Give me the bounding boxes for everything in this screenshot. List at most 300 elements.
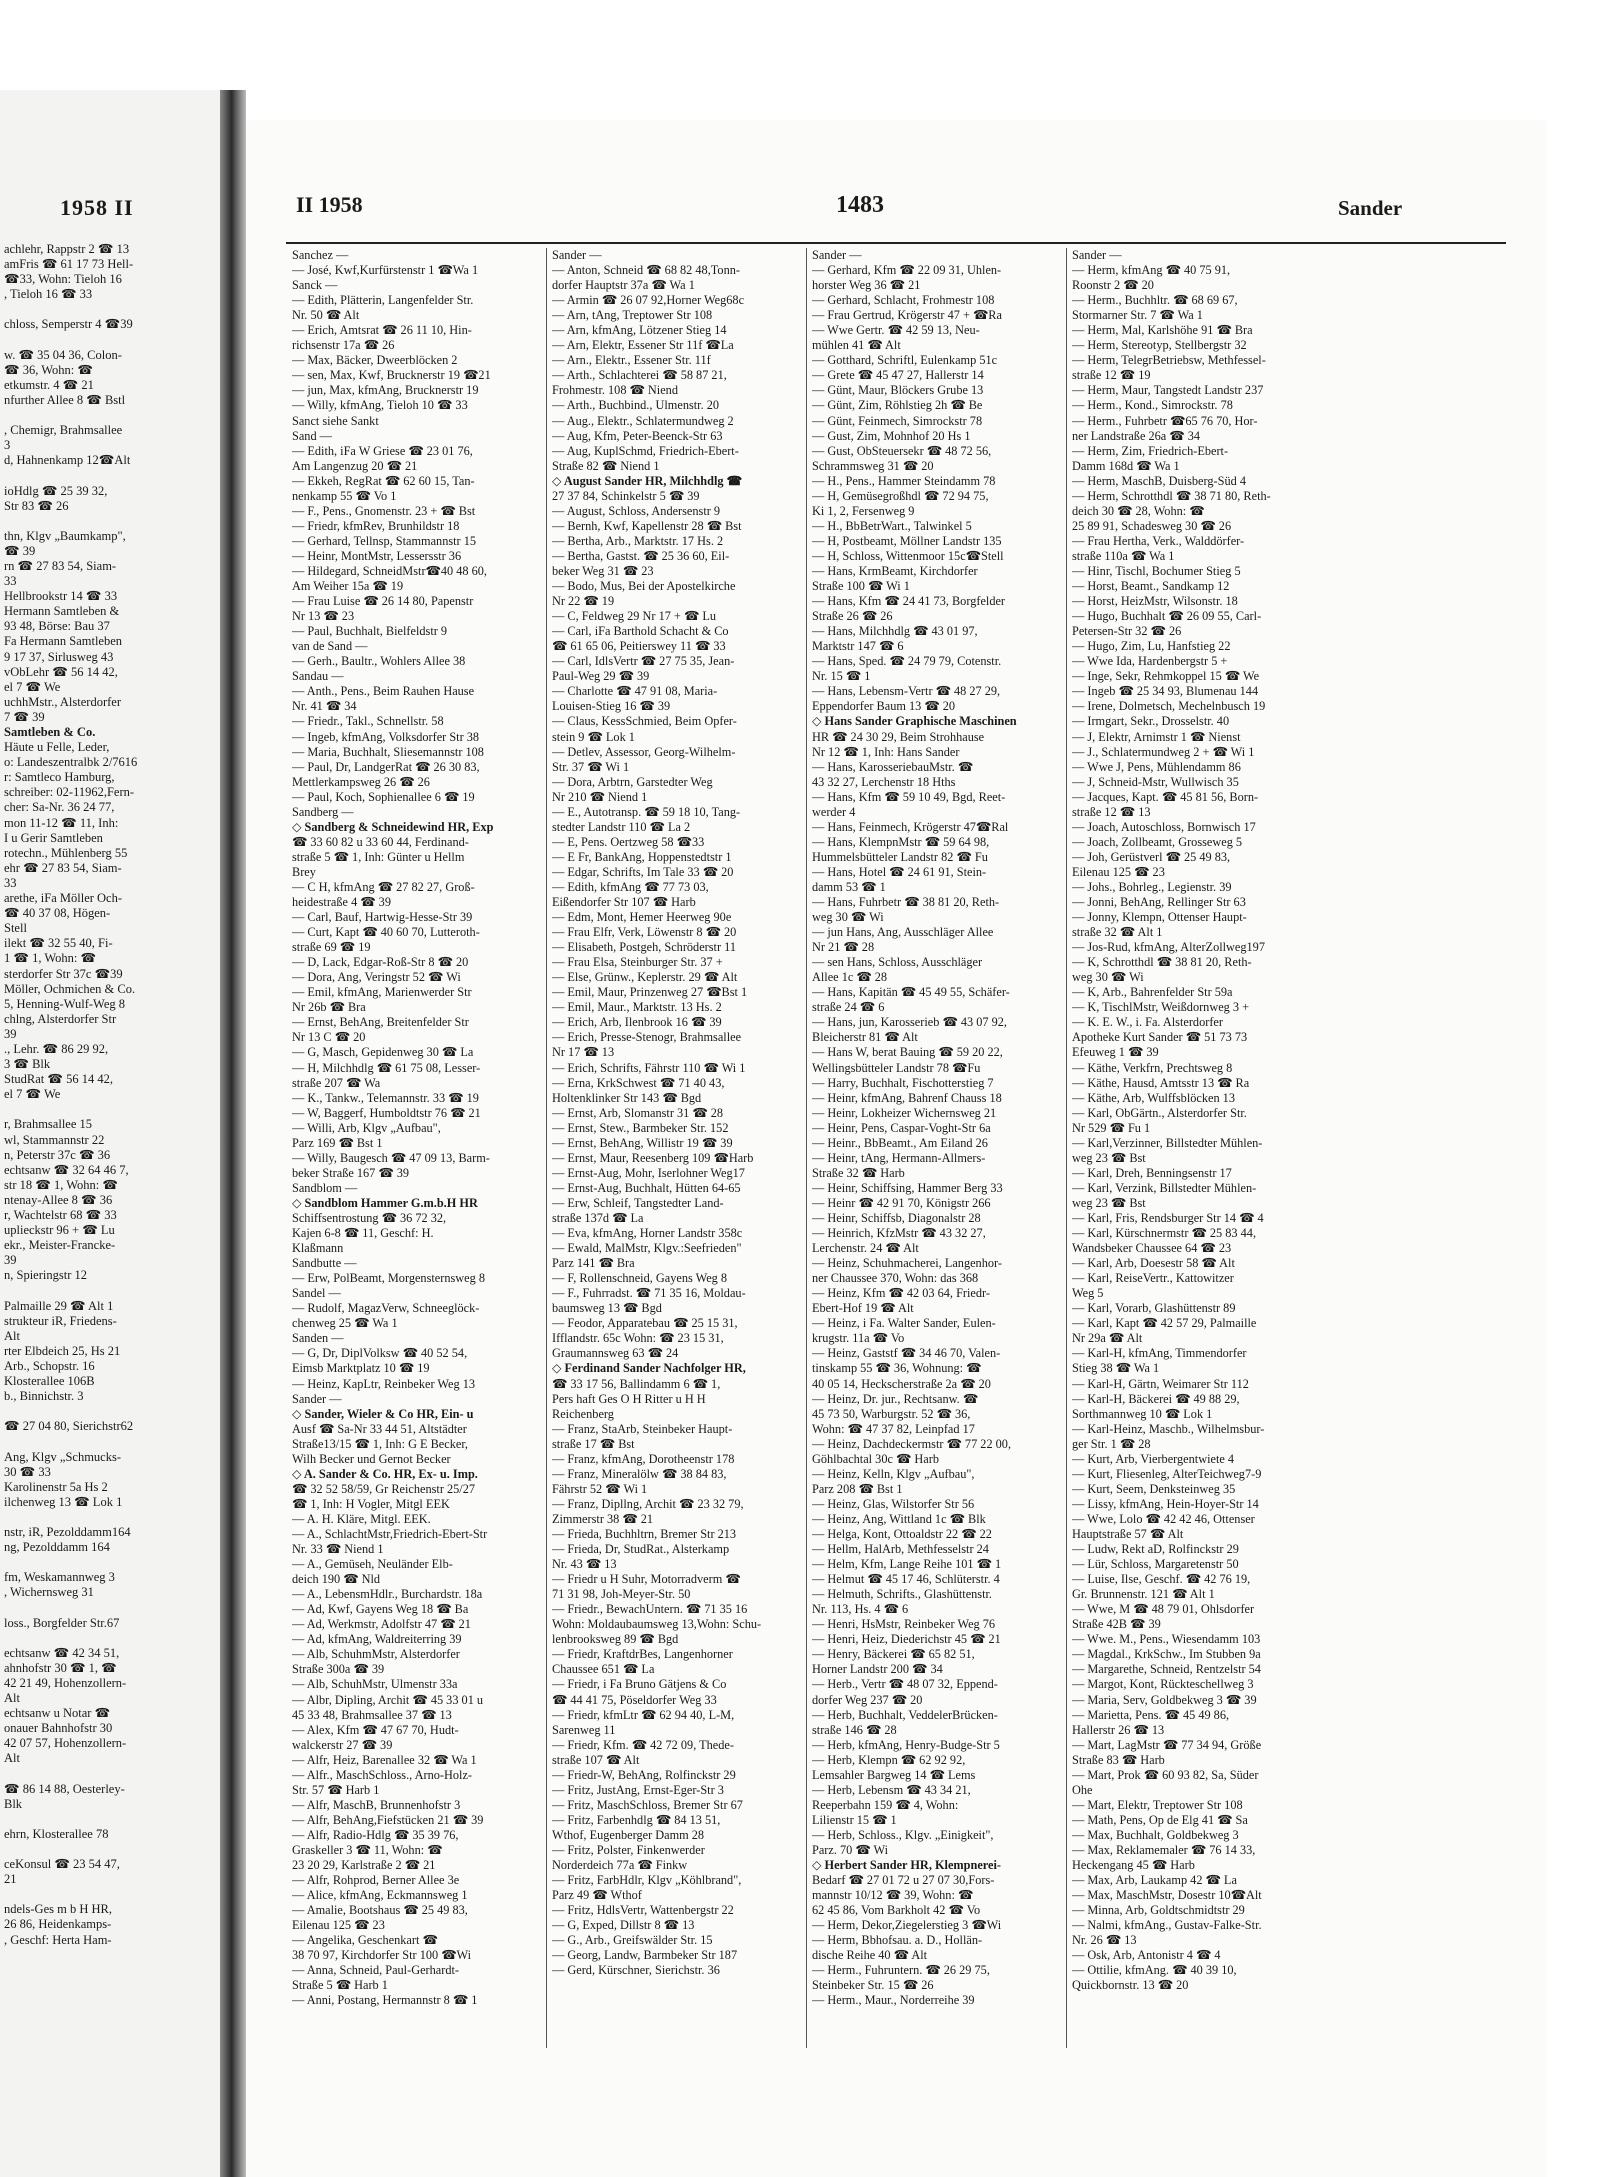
directory-entry-line: 9 17 37, Sirlusweg 43 — [4, 649, 114, 664]
directory-entry-line: — Hans, KarosseriebauMstr. ☎ — [812, 759, 974, 774]
directory-entry-line: ☎ 33 17 56, Ballindamm 6 ☎ 1, — [552, 1376, 721, 1391]
directory-entry-line: — A. H. Kläre, Mitgl. EEK. — [292, 1511, 431, 1526]
directory-entry-line: ☎33, Wohn: Tieloh 16 — [4, 272, 122, 287]
directory-entry-line: Stell — [4, 921, 27, 936]
directory-entry-line: Eilenau 125 ☎ 23 — [1072, 864, 1165, 879]
directory-entry-line: — Alice, kfmAng, Eckmannsweg 1 — [292, 1888, 468, 1903]
directory-entry-line: werder 4 — [812, 804, 856, 819]
directory-entry-line: 27 37 84, Schinkelstr 5 ☎ 39 — [552, 488, 700, 503]
directory-entry-line: weg 30 ☎ Wi — [1072, 970, 1144, 985]
directory-entry-line: — Hans, Sped. ☎ 24 79 79, Cotenstr. — [812, 654, 1002, 669]
directory-entry-line: ekr., Meister-Francke- — [4, 1238, 116, 1253]
directory-entry-line: — Franz, kfmAng, Dorotheenstr 178 — [552, 1451, 735, 1466]
directory-entry-line: Stormarner Str. 7 ☎ Wa 1 — [1072, 308, 1203, 323]
directory-entry-line: ioHdlg ☎ 25 39 32, — [4, 483, 108, 498]
directory-entry-line: — Herm., Kond., Simrockstr. 78 — [1072, 398, 1233, 413]
directory-entry-line: — Wwe, Lolo ☎ 42 42 46, Ottenser — [1072, 1511, 1255, 1526]
directory-entry-line: — Hugo, Buchhalt ☎ 26 09 55, Carl- — [1072, 609, 1262, 624]
directory-entry-line: — Herm, Maur, Tangstedt Landstr 237 — [1072, 383, 1264, 398]
directory-entry-line: stedter Landstr 110 ☎ La 2 — [552, 819, 691, 834]
directory-entry-line: — E, Pens. Oertzweg 58 ☎33 — [552, 834, 705, 849]
directory-entry-line — [4, 468, 216, 483]
directory-entry-line: — Hans, Kapitän ☎ 45 49 55, Schäfer- — [812, 985, 1010, 1000]
directory-entry-line: Mettlerkampsweg 26 ☎ 26 — [292, 774, 430, 789]
directory-entry-line: — Wwe. M., Pens., Wiesendamm 103 — [1072, 1632, 1261, 1647]
directory-entry-line: Sandel — — [292, 1286, 341, 1301]
directory-entry-line: ehr ☎ 27 83 54, Siam- — [4, 860, 122, 875]
directory-entry-line: r: Samtleco Hamburg, — [4, 770, 115, 785]
directory-entry-line: — Bodo, Mus, Bei der Apostelkirche — [552, 579, 736, 594]
directory-entry-line: Schiffsentrostung ☎ 36 72 32, — [292, 1211, 447, 1225]
directory-entry-line: Wilh Becker und Gernot Becker — [292, 1451, 451, 1466]
directory-entry-line: — Alfr, Heiz, Barenallee 32 ☎ Wa 1 — [292, 1752, 477, 1767]
directory-entry-line: — Wwe, M ☎ 48 79 01, Ohlsdorfer — [1072, 1602, 1255, 1617]
directory-entry-line: — Charlotte ☎ 47 91 08, Maria- — [552, 684, 718, 699]
directory-entry-line: — Alfr, Radio-Hdlg ☎ 35 39 76, — [292, 1827, 459, 1842]
directory-entry-line: Schrammsweg 31 ☎ 20 — [812, 458, 934, 473]
directory-entry-line: Wellingsbütteler Landstr 78 ☎Fu — [812, 1060, 981, 1075]
directory-entry-line: Am Weiher 15a ☎ 19 — [292, 579, 404, 594]
directory-entry-line: straße 207 ☎ Wa — [292, 1075, 381, 1090]
directory-entry-line: — Wwe Gertr. ☎ 42 59 13, Neu- — [812, 323, 980, 338]
directory-entry-line: — Karl, Verzink, Billstedter Mühlen- — [1072, 1180, 1257, 1195]
directory-entry-line: baumsweg 13 ☎ Bgd — [552, 1301, 662, 1316]
directory-entry-line: — Luise, Ilse, Geschf. ☎ 42 76 19, — [1072, 1572, 1251, 1587]
directory-entry-line: — W, Baggerf, Humboldtstr 76 ☎ 21 — [292, 1105, 481, 1120]
directory-entry-line: 45 73 50, Warburgstr. 52 ☎ 36, — [812, 1406, 971, 1421]
directory-entry-line: — Dora, Arbtrn, Garstedter Weg — [552, 774, 713, 789]
directory-entry-line: Sandau — — [292, 669, 344, 684]
directory-entry-line: straße 69 ☎ 19 — [292, 940, 371, 955]
directory-entry-line: — Ottilie, kfmAng. ☎ 40 39 10, — [1072, 1963, 1237, 1978]
directory-entry-line: Karolinenstr 5a Hs 2 — [4, 1479, 108, 1494]
directory-entry-line: str 18 ☎ 1, Wohn: ☎ — [4, 1177, 118, 1192]
directory-entry-line: — Heinr, tAng, Hermann-Allmers- — [812, 1150, 986, 1165]
directory-entry-line: — Bertha, Gastst. ☎ 25 36 60, Eil- — [552, 548, 730, 563]
directory-entry-line: — Karl, Kapt ☎ 42 57 29, Palmaille — [1072, 1316, 1257, 1331]
directory-entry-line: — J, Schneid-Mstr, Wullwisch 35 — [1072, 774, 1239, 789]
directory-entry-line: — Frieda, Buchhltrn, Bremer Str 213 — [552, 1526, 737, 1541]
directory-entry-line: — Paul, Koch, Sophienallee 6 ☎ 19 — [292, 789, 475, 804]
directory-entry-line: nstr, iR, Pezolddamm164 — [4, 1524, 131, 1539]
directory-entry-line: stein 9 ☎ Lok 1 — [552, 729, 635, 744]
directory-entry-line: Alt — [4, 1328, 20, 1343]
directory-entry-line: — August, Schloss, Andersenstr 9 — [552, 503, 721, 518]
directory-entry-line: echtsanw ☎ 42 34 51, — [4, 1645, 120, 1660]
directory-entry-line: Palmaille 29 ☎ Alt 1 — [4, 1298, 114, 1313]
directory-entry-line: weg 30 ☎ Wi — [812, 910, 884, 925]
directory-entry-line: — Erw, Schleif, Tangstedter Land- — [552, 1195, 724, 1210]
directory-entry-line: — Mart, Prok ☎ 60 93 82, Sa, Süder — [1072, 1767, 1259, 1782]
directory-entry-line: — Alfr, BehAng,Fiefstücken 21 ☎ 39 — [292, 1812, 484, 1827]
directory-entry-line: — Herb, Schloss., Klgv. „Einigkeit", — [812, 1827, 994, 1842]
directory-entry-line: — Irmgart, Sekr., Drosselstr. 40 — [1072, 714, 1230, 729]
directory-entry-line: — Max, Reklamemaler ☎ 76 14 33, — [1072, 1842, 1256, 1857]
directory-entry-line: — Heinz, Kelln, Klgv „Aufbau", — [812, 1466, 975, 1481]
directory-entry-line: — Mart, Elektr, Treptower Str 108 — [1072, 1797, 1243, 1812]
directory-entry-line: ndels-Ges m b H HR, — [4, 1902, 112, 1917]
directory-entry-line: — Heinr, Pens, Caspar-Voght-Str 6a — [812, 1120, 991, 1135]
directory-entry-line: — G, Masch, Gepidenweg 30 ☎ La — [292, 1045, 474, 1060]
directory-entry-line: beker Straße 167 ☎ 39 — [292, 1165, 410, 1180]
directory-entry-line: — Heinr, Schiffsing, Hammer Berg 33 — [812, 1180, 1003, 1195]
directory-entry-line: — Aug., Elektr., Schlatermundweg 2 — [552, 413, 734, 428]
directory-entry-line: — Friedr, i Fa Bruno Gätjens & Co — [552, 1677, 727, 1692]
directory-entry-line: — G., Arb., Greifswälder Str. 15 — [552, 1933, 713, 1948]
directory-entry-line: ☎ 39 — [4, 543, 36, 558]
directory-entry-line: — Heinrich, KfzMstr ☎ 43 32 27, — [812, 1226, 986, 1241]
directory-entry-line — [4, 302, 216, 317]
directory-entry-line: achlehr, Rappstr 2 ☎ 13 — [4, 242, 130, 256]
directory-entry-line: lenbrooksweg 89 ☎ Bgd — [552, 1632, 679, 1647]
directory-entry-line: 39 — [4, 1026, 17, 1041]
directory-entry-line: Hauptstraße 57 ☎ Alt — [1072, 1526, 1184, 1541]
directory-entry-line: ◇ Herbert Sander HR, Klempnerei- — [812, 1858, 1001, 1873]
directory-entry-line: — Herb, Lebensm ☎ 43 34 21, — [812, 1782, 971, 1797]
directory-entry-line: — Karl,Verzinner, Billstedter Mühlen- — [1072, 1135, 1263, 1150]
directory-entry-line: — Ludw, Rekt aD, Rolfinckstr 29 — [1072, 1542, 1239, 1557]
directory-entry-line: — Friedr., Takl., Schnellstr. 58 — [292, 714, 444, 729]
directory-entry-line: dorfer Weg 237 ☎ 20 — [812, 1692, 923, 1707]
directory-entry-line: — Alfr., MaschSchloss., Arno-Holz- — [292, 1767, 472, 1782]
directory-entry-line: — Ernst-Aug, Mohr, Iserlohner Weg17 — [552, 1165, 745, 1180]
directory-entry-line: Sander — — [1072, 248, 1122, 262]
directory-entry-line: — Erich, Amtsrat ☎ 26 11 10, Hin- — [292, 323, 472, 338]
directory-entry-line: — D, Lack, Edgar-Roß-Str 8 ☎ 20 — [292, 955, 469, 970]
directory-entry-line: 1 ☎ 1, Wohn: ☎ — [4, 951, 97, 966]
directory-entry-line: — Ingeb, kfmAng, Volksdorfer Str 38 — [292, 729, 480, 744]
directory-entry-line — [4, 333, 216, 348]
directory-entry-line: — J, Elektr, Arnimstr 1 ☎ Nienst — [1072, 729, 1241, 744]
directory-column-3 — [812, 248, 1060, 2008]
directory-entry-line: Nr 529 ☎ Fu 1 — [1072, 1120, 1151, 1135]
directory-entry-line: — Gerhard, Kfm ☎ 22 09 31, Uhlen- — [812, 263, 1002, 278]
directory-entry-line: 40 05 14, Heckscherstraße 2a ☎ 20 — [812, 1376, 991, 1391]
directory-entry-line: — Herm, Stereotyp, Stellbergstr 32 — [1072, 338, 1247, 353]
directory-entry-line: Kajen 6-8 ☎ 11, Geschf: H. — [292, 1226, 434, 1241]
directory-entry-line — [4, 1510, 216, 1525]
directory-entry-line: — Frau Gertrud, Krögerstr 47 + ☎Ra — [812, 308, 1002, 323]
directory-entry-line: — Heinr., BbBeamt., Am Eiland 26 — [812, 1135, 988, 1150]
directory-entry-line: — Gerh., Baultr., Wohlers Allee 38 — [292, 654, 466, 669]
directory-entry-line: Hermann Samtleben & — [4, 604, 120, 619]
directory-entry-line: — Detlev, Assessor, Georg-Wilhelm- — [552, 744, 736, 759]
directory-entry-line: Str. 57 ☎ Harb 1 — [292, 1782, 380, 1797]
directory-entry-line: Paul-Weg 29 ☎ 39 — [552, 669, 650, 684]
directory-entry-line: — K. E. W., i. Fa. Alsterdorfer — [1072, 1015, 1223, 1030]
directory-entry-line: — Herm, TelegrBetriebsw, Methfessel- — [1072, 353, 1266, 368]
directory-entry-line: — C H, kfmAng ☎ 27 82 27, Groß- — [292, 879, 475, 894]
directory-entry-line: loss., Borgfelder Str.67 — [4, 1615, 120, 1630]
directory-entry-line: — Käthe, Arb, Wulffsblöcken 13 — [1072, 1090, 1235, 1105]
directory-entry-line: rter Elbdeich 25, Hs 21 — [4, 1343, 121, 1358]
directory-entry-line: Eppendorfer Baum 13 ☎ 20 — [812, 699, 956, 714]
directory-entry-line: Frohmestr. 108 ☎ Niend — [552, 383, 678, 398]
directory-entry-line: — Ewald, MalMstr, Klgv.:Seefrieden" — [552, 1241, 742, 1256]
directory-column-4 — [1072, 248, 1320, 1993]
directory-entry-line: — Herm., Maur., Norderreihe 39 — [812, 1993, 975, 2008]
directory-entry-line: — Karl, Fris, Rendsburger Str 14 ☎ 4 — [1072, 1211, 1264, 1225]
directory-entry-line: Steinbeker Str. 15 ☎ 26 — [812, 1978, 934, 1993]
directory-entry-line: echtsanw ☎ 32 64 46 7, — [4, 1162, 129, 1177]
directory-entry-line — [4, 1887, 216, 1902]
directory-entry-line: Nr. 41 ☎ 34 — [292, 699, 357, 714]
directory-entry-line: — Herm, MaschB, Duisberg-Süd 4 — [1072, 473, 1246, 488]
directory-entry-line: — Karl, Dreh, Benningsenstr 17 — [1072, 1165, 1232, 1180]
directory-entry-line: — A., SchlachtMstr,Friedrich-Ebert-Str — [292, 1526, 488, 1541]
directory-entry-line: — Franz, Mineralölw ☎ 38 84 83, — [552, 1466, 727, 1481]
directory-entry-line: — Ekkeh, RegRat ☎ 62 60 15, Tan- — [292, 473, 475, 488]
directory-entry-line: — E Fr, BankAng, Hoppenstedtstr 1 — [552, 849, 732, 864]
directory-entry-line: — Helm, Kfm, Lange Reihe 101 ☎ 1 — [812, 1557, 1002, 1572]
directory-entry-line: — Frau Hertha, Verk., Walddörfer- — [1072, 533, 1245, 548]
directory-entry-line: — Karl, ObGärtn., Alsterdorfer Str. — [1072, 1105, 1247, 1120]
directory-entry-line: Häute u Felle, Leder, — [4, 740, 110, 755]
directory-entry-line: — Alfr, Rohprod, Berner Allee 3e — [292, 1873, 460, 1888]
directory-entry-line: 38 70 97, Kirchdorfer Str 100 ☎Wi — [292, 1948, 472, 1963]
directory-entry-line: Nr. 43 ☎ 13 — [552, 1557, 617, 1572]
directory-entry-line: — K, Arb., Bahrenfelder Str 59a — [1072, 985, 1233, 1000]
directory-entry-line: 23 20 29, Karlstraße 2 ☎ 21 — [292, 1858, 436, 1873]
directory-entry-line: ◇ Hans Sander Graphische Maschinen — [812, 714, 1017, 729]
directory-entry-line: — G, Exped, Dillstr 8 ☎ 13 — [552, 1918, 695, 1933]
directory-entry-line: — Friedr, kfmLtr ☎ 62 94 40, L-M, — [552, 1707, 735, 1722]
directory-entry-line: — Aug, Kfm, Peter-Beenck-Str 63 — [552, 428, 723, 443]
directory-entry-line: Reeperbahn 159 ☎ 4, Wohn: — [812, 1797, 959, 1812]
directory-entry-line: 33 — [4, 574, 17, 589]
directory-entry-line: 42 07 57, Hohenzollern- — [4, 1736, 127, 1751]
directory-entry-line: — Bernh, Kwf, Kapellenstr 28 ☎ Bst — [552, 518, 742, 533]
directory-entry-line: Klaßmann — [292, 1241, 344, 1256]
directory-entry-line: — Albr, Dipling, Archit ☎ 45 33 01 u — [292, 1692, 484, 1707]
directory-entry-line: — Ad, kfmAng, Waldreiterring 39 — [292, 1632, 462, 1647]
directory-entry-line: — Karl, Arb, Doesestr 58 ☎ Alt — [1072, 1256, 1235, 1271]
directory-entry-line — [4, 1631, 216, 1646]
directory-entry-line: deich 30 ☎ 28, Wohn: ☎ — [1072, 503, 1205, 518]
directory-entry-line: — Heinr, MontMstr, Lessersstr 36 — [292, 548, 462, 563]
directory-entry-line: w. ☎ 35 04 36, Colon- — [4, 347, 122, 362]
directory-entry-line: — Maria, Serv, Goldbekweg 3 ☎ 39 — [1072, 1692, 1257, 1707]
directory-entry-line: — J., Schlatermundweg 2 + ☎ Wi 1 — [1072, 744, 1255, 759]
page-number: 1483 — [836, 192, 884, 218]
directory-entry-line: — Max, Buchhalt, Goldbekweg 3 — [1072, 1827, 1239, 1842]
directory-entry-line: chloss, Semperstr 4 ☎39 — [4, 317, 133, 332]
directory-entry-line: Nr 210 ☎ Niend 1 — [552, 789, 648, 804]
directory-entry-line: Arb., Schopstr. 16 — [4, 1358, 95, 1373]
directory-entry-line: — Kurt, Fliesenleg, AlterTeichweg7-9 — [1072, 1466, 1262, 1481]
directory-entry-line: — Willi, Arb, Klgv „Aufbau", — [292, 1120, 441, 1135]
directory-entry-line: — Jonni, BehAng, Rellinger Str 63 — [1072, 895, 1246, 910]
directory-entry-line: — Herm., Buchhltr. ☎ 68 69 67, — [1072, 293, 1238, 308]
directory-entry-line: Quickbornstr. 13 ☎ 20 — [1072, 1978, 1189, 1993]
directory-entry-line: Brey — [292, 864, 316, 879]
directory-entry-line: Straße 300a ☎ 39 — [292, 1662, 385, 1677]
directory-entry-line: chlng, Alsterdorfer Str — [4, 1011, 117, 1026]
directory-entry-line: etkumstr. 4 ☎ 21 — [4, 377, 94, 392]
directory-entry-line: — Herm, kfmAng ☎ 40 75 91, — [1072, 263, 1231, 278]
directory-entry-line: Lemsahler Bargweg 14 ☎ Lems — [812, 1767, 976, 1782]
directory-entry-line: — Max, Arb, Laukamp 42 ☎ La — [1072, 1873, 1237, 1888]
directory-entry-line: heidestraße 4 ☎ 39 — [292, 895, 391, 910]
directory-entry-line: — Friedr-W, BehAng, Rolfinckstr 29 — [552, 1767, 736, 1782]
directory-entry-line: Möller, Ochmichen & Co. — [4, 981, 136, 996]
directory-entry-line: 21 — [4, 1872, 17, 1887]
directory-entry-line: — Joach, Zollbeamt, Grosseweg 5 — [1072, 834, 1243, 849]
directory-entry-line: mannstr 10/12 ☎ 39, Wohn: ☎ — [812, 1888, 974, 1903]
directory-entry-line: Chaussee 651 ☎ La — [552, 1662, 655, 1677]
directory-entry-line: Gr. Brunnenstr. 121 ☎ Alt 1 — [1072, 1587, 1215, 1602]
directory-entry-line: — Henri, Heiz, Diederichstr 45 ☎ 21 — [812, 1632, 1001, 1647]
directory-entry-line: — Horst, HeizMstr, Wilsonstr. 18 — [1072, 594, 1238, 609]
directory-entry-line: — Alex, Kfm ☎ 47 67 70, Hudt- — [292, 1722, 459, 1737]
directory-entry-line: b., Binnichstr. 3 — [4, 1389, 84, 1404]
directory-entry-line: — Hildegard, SchneidMstr☎40 48 60, — [292, 563, 487, 578]
directory-entry-line: — Käthe, Verkfrn, Prechtsweg 8 — [1072, 1060, 1233, 1075]
directory-entry-line: Nr 13 C ☎ 20 — [292, 1030, 366, 1045]
directory-entry-line: — Heinz, Ang, Wittland 1c ☎ Blk — [812, 1511, 986, 1526]
directory-entry-line: — Heinz, Glas, Wilstorfer Str 56 — [812, 1496, 975, 1511]
directory-entry-line: — Edm, Mont, Hemer Heerweg 90e — [552, 910, 732, 925]
directory-entry-line: rotechn., Mühlenberg 55 — [4, 845, 128, 860]
directory-entry-line: — Jacques, Kapt. ☎ 45 81 56, Born- — [1072, 789, 1259, 804]
directory-entry-line: ☎ 36, Wohn: ☎ — [4, 362, 93, 377]
directory-entry-line: Heckengang 45 ☎ Harb — [1072, 1858, 1195, 1873]
directory-entry-line: StudRat ☎ 56 14 42, — [4, 1072, 113, 1087]
directory-entry-line: Nr 12 ☎ 1, Inh: Hans Sander — [812, 744, 960, 759]
directory-entry-line — [4, 1283, 216, 1298]
directory-entry-line: 25 89 91, Schadesweg 30 ☎ 26 — [1072, 518, 1232, 533]
directory-entry-line: Sandbutte — — [292, 1256, 357, 1271]
directory-entry-line: wl, Stammannstr 22 — [4, 1132, 105, 1147]
directory-entry-line: — Günt, Maur, Blöckers Grube 13 — [812, 383, 984, 398]
directory-entry-line: — Bertha, Arb., Marktstr. 17 Hs. 2 — [552, 533, 724, 548]
directory-entry-line: Sanden — — [292, 1331, 344, 1346]
directory-entry-line: , Tieloh 16 ☎ 33 — [4, 287, 93, 302]
directory-entry-line: — Heinr ☎ 42 91 70, Königstr 266 — [812, 1195, 991, 1210]
directory-entry-line — [4, 514, 216, 529]
directory-entry-line: Lilienstr 15 ☎ 1 — [812, 1812, 897, 1827]
directory-entry-line: — Heinr, Schiffsb, Diagonalstr 28 — [812, 1211, 981, 1225]
directory-entry-line: Lerchenstr. 24 ☎ Alt — [812, 1241, 919, 1256]
directory-entry-line: — Hellm, HalArb, Methfesselstr 24 — [812, 1542, 989, 1557]
directory-entry-line: ner Landstraße 26a ☎ 34 — [1072, 428, 1200, 443]
directory-entry-line: — Grete ☎ 45 47 27, Hallerstr 14 — [812, 368, 984, 383]
directory-entry-line: damm 53 ☎ 1 — [812, 879, 886, 894]
directory-entry-line: — sen, Max, Kwf, Brucknerstr 19 ☎21 — [292, 368, 491, 383]
directory-entry-line: — Carl, Bauf, Hartwig-Hesse-Str 39 — [292, 910, 473, 925]
directory-entry-line: Reichenberg — [552, 1406, 614, 1421]
directory-entry-line: — Günt, Feinmech, Simrockstr 78 — [812, 413, 983, 428]
directory-entry-line: richsenstr 17a ☎ 26 — [292, 338, 395, 353]
directory-entry-line: ilekt ☎ 32 55 40, Fi- — [4, 936, 113, 951]
directory-entry-line: — K., Tankw., Telemannstr. 33 ☎ 19 — [292, 1090, 479, 1105]
directory-entry-line: el 7 ☎ We — [4, 1087, 61, 1102]
directory-entry-line: Nr. 15 ☎ 1 — [812, 669, 871, 684]
directory-entry-line: Sorthmannweg 10 ☎ Lok 1 — [1072, 1406, 1213, 1421]
directory-entry-line: straße 17 ☎ Bst — [552, 1436, 635, 1451]
directory-entry-line: — Hans, Kfm ☎ 24 41 73, Borgfelder — [812, 594, 1006, 609]
directory-entry-line: — Mart, LagMstr ☎ 77 34 94, Größe — [1072, 1737, 1262, 1752]
directory-entry-line: Ohe — [1072, 1782, 1093, 1797]
directory-entry-line: — Karl, ReiseVertr., Kattowitzer — [1072, 1271, 1234, 1286]
directory-entry-line: Efeuweg 1 ☎ 39 — [1072, 1045, 1159, 1060]
directory-entry-line: — Rudolf, MagazVerw, Schneeglöck- — [292, 1301, 480, 1316]
directory-entry-line: — Herm, Zim, Friedrich-Ebert- — [1072, 443, 1229, 458]
directory-entry-line: — Fritz, HdlsVertr, Wattenbergstr 22 — [552, 1903, 734, 1918]
directory-entry-line: — Herb, kfmAng, Henry-Budge-Str 5 — [812, 1737, 1000, 1752]
directory-entry-line: schreiber: 02-11962,Fern- — [4, 785, 135, 800]
directory-entry-line: — Kurt, Seem, Denksteinweg 35 — [1072, 1481, 1236, 1496]
directory-entry-line: — Ernst-Aug, Buchhalt, Hütten 64-65 — [552, 1180, 741, 1195]
directory-entry-line: ◇ Sandberg & Schneidewind HR, Exp — [292, 819, 494, 834]
directory-entry-line: — Erich, Arb, Ilenbrook 16 ☎ 39 — [552, 1015, 722, 1030]
directory-entry-line: — Hans, Lebensm-Vertr ☎ 48 27 29, — [812, 684, 1001, 699]
directory-entry-line: Nr. 26 ☎ 13 — [1072, 1933, 1137, 1948]
directory-entry-line: — Ad, Kwf, Gayens Weg 18 ☎ Ba — [292, 1602, 469, 1617]
book-gutter — [220, 90, 246, 2177]
directory-entry-line: — Joach, Autoschloss, Bornwisch 17 — [1072, 819, 1256, 834]
directory-entry-line: — Edgar, Schrifts, Im Tale 33 ☎ 20 — [552, 864, 734, 879]
directory-entry-line: Straße 26 ☎ 26 — [812, 609, 893, 624]
directory-entry-line: vObLehr ☎ 56 14 42, — [4, 664, 118, 679]
directory-entry-line: — C, Feldweg 29 Nr 17 + ☎ Lu — [552, 609, 716, 624]
directory-entry-line: — Heinz, i Fa. Walter Sander, Eulen- — [812, 1316, 996, 1331]
directory-entry-line: Nr. 50 ☎ Alt — [292, 308, 360, 323]
directory-entry-line — [4, 1766, 216, 1781]
directory-entry-line: — Frau Elfr, Verk, Löwenstr 8 ☎ 20 — [552, 925, 737, 940]
directory-entry-line: — Ernst, BehAng, Willistr 19 ☎ 39 — [552, 1135, 733, 1150]
directory-entry-line: dische Reihe 40 ☎ Alt — [812, 1948, 928, 1963]
directory-entry-line: straße 110a ☎ Wa 1 — [1072, 548, 1175, 563]
directory-entry-line — [4, 1812, 216, 1827]
directory-entry-line: — Margot, Kont, Rückteschellweg 3 — [1072, 1677, 1254, 1692]
directory-entry-line: Horner Landstr 200 ☎ 34 — [812, 1662, 943, 1677]
directory-entry-line: — Johs., Bohrleg., Legienstr. 39 — [1072, 879, 1232, 894]
directory-entry-line: Samtleben & Co. — [4, 725, 96, 739]
directory-entry-line: — H, Milchhdlg ☎ 61 75 08, Lesser- — [292, 1060, 481, 1075]
directory-entry-line — [4, 1842, 216, 1857]
directory-column-2 — [552, 248, 800, 1978]
directory-entry-line: — Heinr, kfmAng, Bahrenf Chauss 18 — [812, 1090, 1002, 1105]
directory-entry-line: — Irene, Dolmetsch, Mechelnbusch 19 — [1072, 699, 1266, 714]
directory-entry-line — [4, 1404, 216, 1419]
directory-entry-line: nenkamp 55 ☎ Vo 1 — [292, 488, 397, 503]
directory-entry-line: walckerstr 27 ☎ 39 — [292, 1737, 393, 1752]
directory-entry-line: — José, Kwf,Kurfürstenstr 1 ☎Wa 1 — [292, 263, 479, 278]
directory-entry-line: — Paul, Dr, LandgerRat ☎ 26 30 83, — [292, 759, 480, 774]
directory-entry-line: ☎ 33 60 82 u 33 60 44, Ferdinand- — [292, 834, 469, 849]
directory-entry-line: — Angelika, Geschenkart ☎ — [292, 1933, 438, 1948]
directory-entry-line: — Hans W, berat Bauing ☎ 59 20 22, — [812, 1045, 1003, 1060]
column-divider — [1066, 248, 1067, 2048]
directory-entry-line: el 7 ☎ We — [4, 679, 61, 694]
directory-entry-line: — Herb, Klempn ☎ 62 92 92, — [812, 1752, 966, 1767]
directory-entry-line: — Max, MaschMstr, Dosestr 10☎Alt — [1072, 1888, 1262, 1903]
directory-entry-line: Straße 32 ☎ Harb — [812, 1165, 905, 1180]
directory-entry-line: — Nalmi, kfmAng., Gustav-Falke-Str. — [1072, 1918, 1262, 1933]
directory-entry-line: — Karl-H, kfmAng, Timmendorfer — [1072, 1346, 1247, 1361]
directory-entry-line: Göhlbachtal 30c ☎ Harb — [812, 1451, 939, 1466]
directory-entry-line: — Fritz, Farbenhdlg ☎ 84 13 51, — [552, 1812, 721, 1827]
directory-entry-line: — Karl-H, Bäckerei ☎ 49 88 29, — [1072, 1391, 1240, 1406]
directory-entry-line: Nr. 113, Hs. 4 ☎ 6 — [812, 1602, 909, 1617]
directory-entry-line: — Horst, Beamt., Sandkamp 12 — [1072, 579, 1230, 594]
directory-entry-line: — Friedr, kfmRev, Brunhildstr 18 — [292, 518, 460, 533]
directory-entry-line: 39 — [4, 1253, 17, 1268]
directory-entry-line: — Alfr, MaschB, Brunnenhofstr 3 — [292, 1797, 461, 1812]
directory-entry-line: — Edith, Plätterin, Langenfelder Str. — [292, 293, 474, 308]
directory-entry-line: ◇ August Sander HR, Milchhdlg ☎ — [552, 473, 742, 488]
